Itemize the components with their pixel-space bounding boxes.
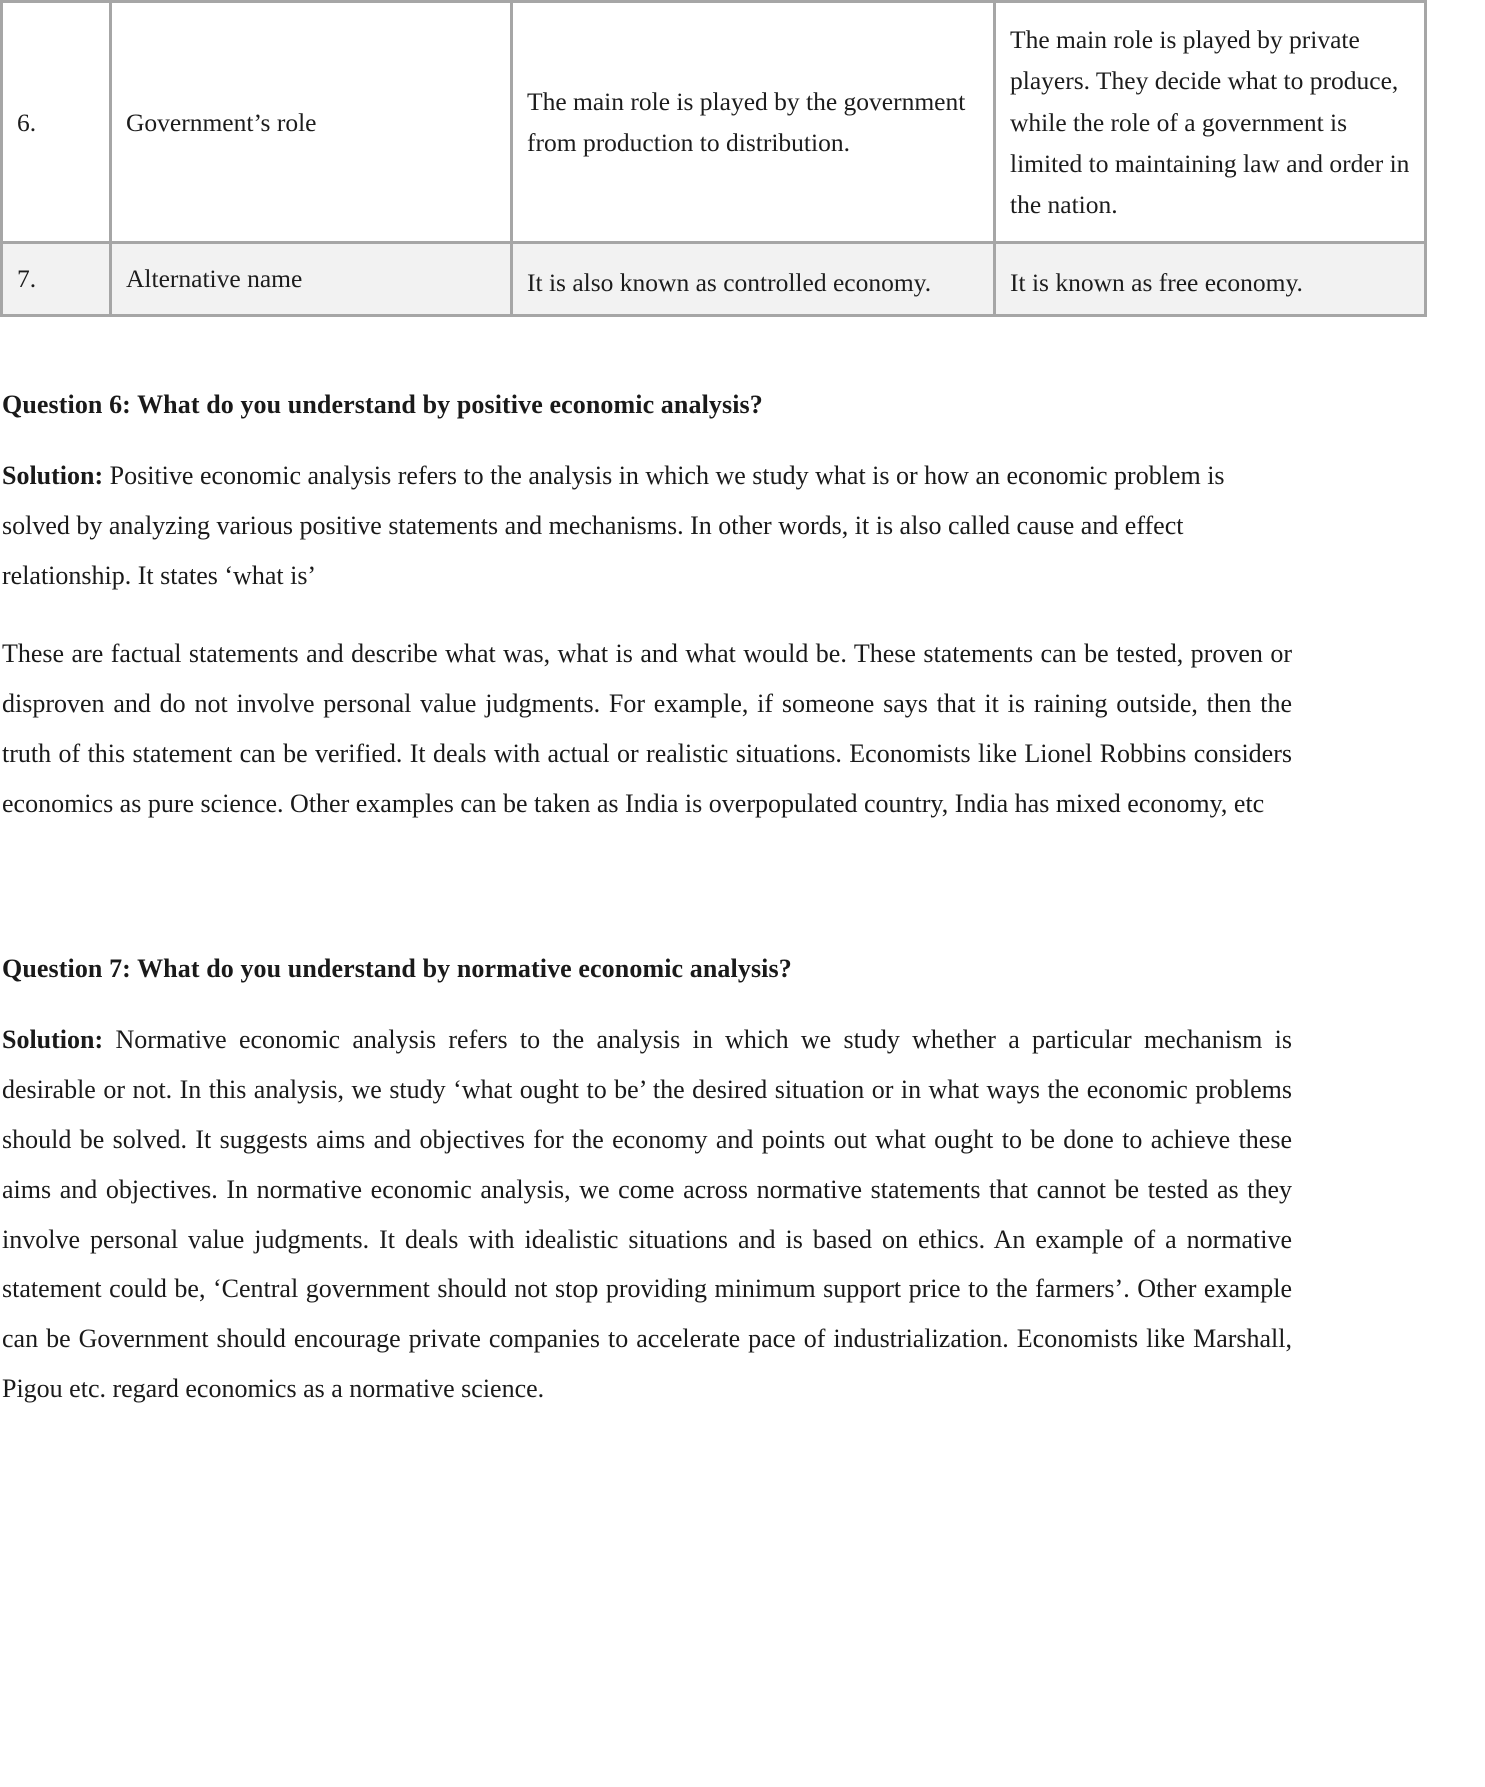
- comparison-table: [0, 0, 1427, 317]
- row-topic-cell: [111, 2, 512, 243]
- row-number: 6.: [17, 107, 37, 137]
- question-6-solution-intro: [2, 451, 1292, 601]
- row-market-economy-cell: [995, 243, 1426, 315]
- row-number: 7.: [17, 264, 37, 294]
- question-7-heading: Question 7: What do you understand by normative economic analysis?: [2, 953, 792, 983]
- table-row: [2, 243, 1426, 315]
- row-planned-economy-text: It is also known as controlled economy.: [527, 268, 932, 298]
- row-market-economy-text: The main role is played by private players. They decide what to produce, while the role of a government is limited to maintaining law and order in the nation.: [1010, 25, 1410, 220]
- question-7-solution-intro: [2, 1015, 1292, 1414]
- solution-label: Solution:: [2, 1024, 104, 1054]
- question-6-heading: Question 6: What do you understand by positive economic analysis?: [2, 389, 763, 419]
- solution-text: Positive economic analysis refers to the analysis in which we study what is or how an economic problem is solved by analyzing various positive statements and mechanisms. In other words, it is also called cause and effect relationship. It states ‘what is’: [2, 461, 1225, 590]
- row-topic: Government’s role: [126, 107, 317, 137]
- row-planned-economy-cell: [512, 2, 995, 243]
- row-planned-economy-cell: [512, 243, 995, 315]
- row-number-cell: [2, 2, 111, 243]
- section-spacer: [2, 829, 1292, 881]
- row-planned-economy-text: The main role is played by the government from production to distribution.: [527, 86, 966, 158]
- solutions-content: [0, 387, 1300, 1414]
- row-number-cell: [2, 243, 111, 315]
- row-market-economy-cell: [995, 2, 1426, 243]
- row-topic-cell: [111, 243, 512, 315]
- solution-text: Normative economic analysis refers to the analysis in which we study whether a particular mechanism is desirable or not. In this analysis, we study ‘what ought to be’ the desired situation or in what ways the economic problems should be solved. It suggests aims and objectives for the economy and points out what ought to be done to achieve these aims and objectives. In normative economic analysis, we come across normative statements that cannot be tested as they involve personal value judgments. It deals with idealistic situations and is based on ethics. An example of a normative statement could be, ‘Central government should not stop providing minimum support price to the farmers’. Other example can be Government should encourage private companies to accelerate pace of industrialization. Economists like Marshall, Pigou etc. regard economics as a normative science.: [2, 1024, 1292, 1404]
- row-market-economy-text: It is known as free economy.: [1010, 268, 1303, 298]
- table-row: [2, 2, 1426, 243]
- solution-label: Solution:: [2, 461, 104, 491]
- row-topic: Alternative name: [126, 264, 303, 294]
- question-6-solution-paragraph: These are factual statements and describe what was, what is and what would be. These statements can be tested, proven or disproven and do not involve personal value judgments. For example, if someone says that it is raining outside, then the truth of this statement can be verified. It deals with actual or realistic situations. Economists like Lionel Robbins considers economics as pure science. Other examples can be taken as India is overpopulated country, India has mixed economy, etc: [2, 638, 1292, 818]
- table-body: [2, 2, 1426, 316]
